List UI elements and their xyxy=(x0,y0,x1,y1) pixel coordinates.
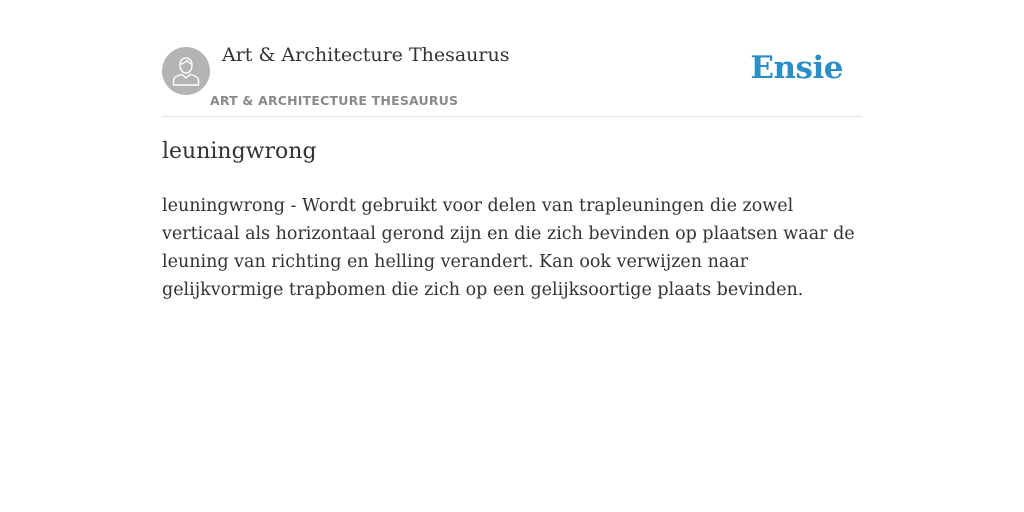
author-name-link[interactable]: Art & Architecture Thesaurus xyxy=(222,44,510,66)
author-avatar[interactable] xyxy=(162,47,210,95)
entry-header xyxy=(162,0,862,117)
entry-title: leuningwrong xyxy=(162,139,317,164)
user-avatar-icon xyxy=(172,56,200,86)
ensie-logo[interactable]: Ensie xyxy=(750,50,843,86)
author-subtitle: ART & ARCHITECTURE THESAURUS xyxy=(210,93,459,108)
entry-definition: leuningwrong - Wordt gebruikt voor delen van trapleuningen die zowel verticaal als horizontaal gerond zijn en die zich bevinden op plaatsen waar de leuning van richting en helling verandert. Kan ook verwijzen naar gelijkvormige trapbomen die zich op een gelijksoortige plaats bevinden. xyxy=(162,196,855,300)
page-container xyxy=(162,0,862,512)
